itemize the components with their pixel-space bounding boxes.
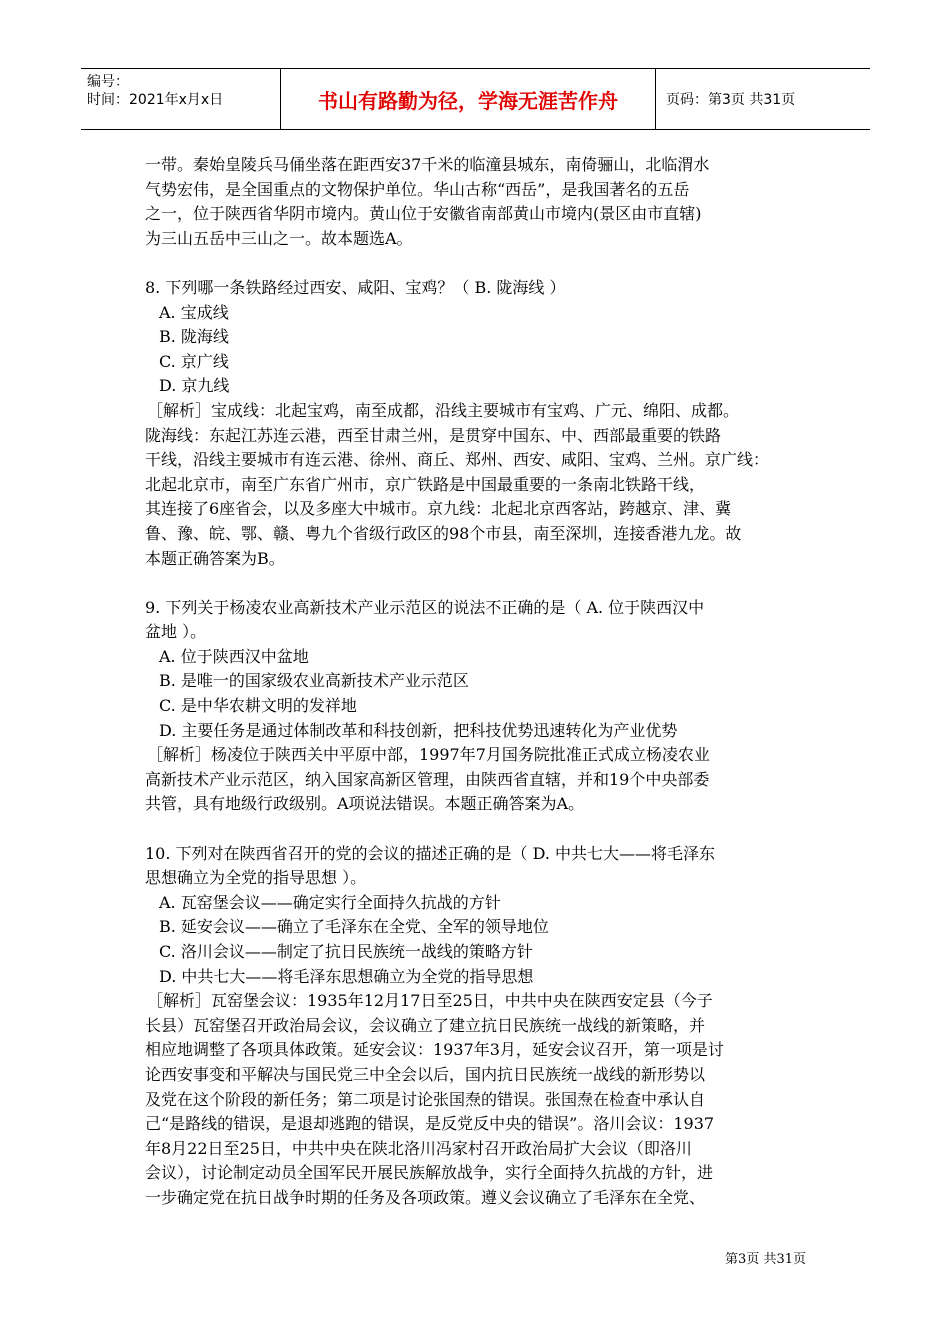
header-meta (81, 69, 281, 129)
analysis-line: 相应地调整了各项具体政策。延安会议：1937年3月，延安会议召开，第一项是讨 (145, 1040, 724, 1060)
analysis-line: 年8月22日至25日，中共中央在陕北洛川冯家村召开政治局扩大会议（即洛川 (145, 1138, 692, 1158)
analysis-line: 一步确定党在抗日战争时期的任务及各项政策。遵义会议确立了毛泽东在全党、 (145, 1187, 706, 1207)
option-d: D. 中共七大——将毛泽东思想确立为全党的指导思想 (159, 966, 534, 986)
analysis-line: 陇海线：东起江苏连云港，西至甘肃兰州，是贯穿中国东、中、西部最重要的铁路 (145, 425, 722, 445)
option-c: C. 洛川会议——制定了抗日民族统一战线的策略方针 (159, 942, 533, 961)
analysis-line: 高新技术产业示范区，纳入国家高新区管理，由陕西省直辖，并和19个中央部委 (145, 769, 710, 789)
analysis-line: 其连接了6座省会，以及多座大中城市。京九线：北起北京西客站，跨越京、津、冀 (145, 499, 732, 519)
analysis-line: ［解析］瓦窑堡会议：1935年12月17日至25日，中共中央在陕西安定县（今子 (147, 991, 713, 1011)
analysis-line: ［解析］杨凌位于陕西关中平原中部，1997年7月国务院批准正式成立杨凌农业 (147, 745, 710, 765)
intro-paragraph (145, 153, 815, 251)
question-text: 盆地 ）。 (145, 622, 207, 642)
option-b: B. 延安会议——确立了毛泽东在全党、全军的领导地位 (159, 917, 549, 937)
option-b: B. 陇海线 (159, 327, 229, 347)
question-text: 10. 下列对在陕西省召开的党的会议的描述正确的是（ D. 中共七大——将毛泽东 (145, 843, 716, 863)
time-label: 时间：2021年x月x日 (87, 92, 224, 108)
analysis-line: 鲁、豫、皖、鄂、赣、粤九个省级行政区的98个市县，南至深圳，连接香港九龙。故 (145, 523, 742, 543)
analysis-line: 长县）瓦窑堡召开政治局会议，会议确立了建立抗日民族统一战线的新策略，并 (145, 1015, 706, 1035)
header-page-code: 页码：第3页 共31页 (666, 92, 796, 108)
page-footer: 第3页 共31页 (725, 1252, 806, 1267)
page-header (81, 68, 870, 130)
analysis-line: 干线，沿线主要城市有连云港、徐州、商丘、郑州、西安、咸阳、宝鸡、兰州。京广线： (145, 450, 770, 470)
text-line: 为三山五岳中三山之一。故本题选A。 (145, 228, 413, 248)
option-a: A. 位于陕西汉中盆地 (159, 646, 309, 666)
question-8 (145, 276, 815, 571)
question-9 (145, 596, 815, 817)
option-d: D. 主要任务是通过体制改革和科技创新，把科技优势迅速转化为产业优势 (159, 720, 678, 740)
analysis-line: 论西安事变和平解决与国民党三中全会以后，国内抗日民族统一战线的新形势以 (145, 1064, 706, 1084)
text-line: 之一，位于陕西省华阴市境内。黄山位于安徽省南部黄山市境内(景区由市直辖) (145, 204, 702, 224)
question-text: 8. 下列哪一条铁路经过西安、咸阳、宝鸡？（ B. 陇海线 ） (145, 277, 566, 297)
text-line: 气势宏伟，是全国重点的文物保护单位。华山古称“西岳”，是我国著名的五岳 (145, 179, 690, 199)
document-body (145, 153, 815, 1211)
text-line: 一带。秦始皇陵兵马俑坐落在距西安37千米的临潼县城东，南倚骊山，北临渭水 (145, 155, 710, 174)
option-d: D. 京九线 (159, 376, 230, 396)
option-b: B. 是唯一的国家级农业高新技术产业示范区 (159, 671, 469, 691)
option-a: A. 瓦窑堡会议——确定实行全面持久抗战的方针 (159, 892, 501, 912)
analysis-line: 共管，具有地级行政级别。A项说法错误。本题正确答案为A。 (145, 794, 585, 814)
question-10 (145, 842, 815, 1211)
question-text: 思想确立为全党的指导思想 ）。 (145, 868, 367, 888)
analysis-line: ［解析］宝成线：北起宝鸡，南至成都，沿线主要城市有宝鸡、广元、绵阳、成都。 (147, 400, 740, 420)
analysis-line: 北起北京市，南至广东省广州市，京广铁路是中国最重要的一条南北铁路干线， (145, 474, 706, 494)
header-motto: 书山有路勤为径，学海无涯苦作舟 (281, 69, 656, 129)
option-a: A. 宝成线 (159, 302, 229, 322)
option-c: C. 京广线 (159, 351, 229, 371)
analysis-line: 及党在这个阶段的新任务；第二项是讨论张国焘的错误。张国焘在检查中承认自 (145, 1089, 706, 1109)
number-label: 编号： (87, 74, 129, 90)
question-text: 9. 下列关于杨凌农业高新技术产业示范区的说法不正确的是（ A. 位于陕西汉中 (145, 597, 705, 617)
option-c: C. 是中华农耕文明的发祥地 (159, 696, 357, 716)
analysis-line: 会议），讨论制定动员全国军民开展民族解放战争，实行全面持久抗战的方针，进 (145, 1163, 714, 1183)
analysis-line: 本题正确答案为B。 (145, 548, 285, 568)
analysis-line: 己“是路线的错误，是退却逃跑的错误，是反党反中央的错误”。洛川会议：1937 (145, 1114, 715, 1134)
